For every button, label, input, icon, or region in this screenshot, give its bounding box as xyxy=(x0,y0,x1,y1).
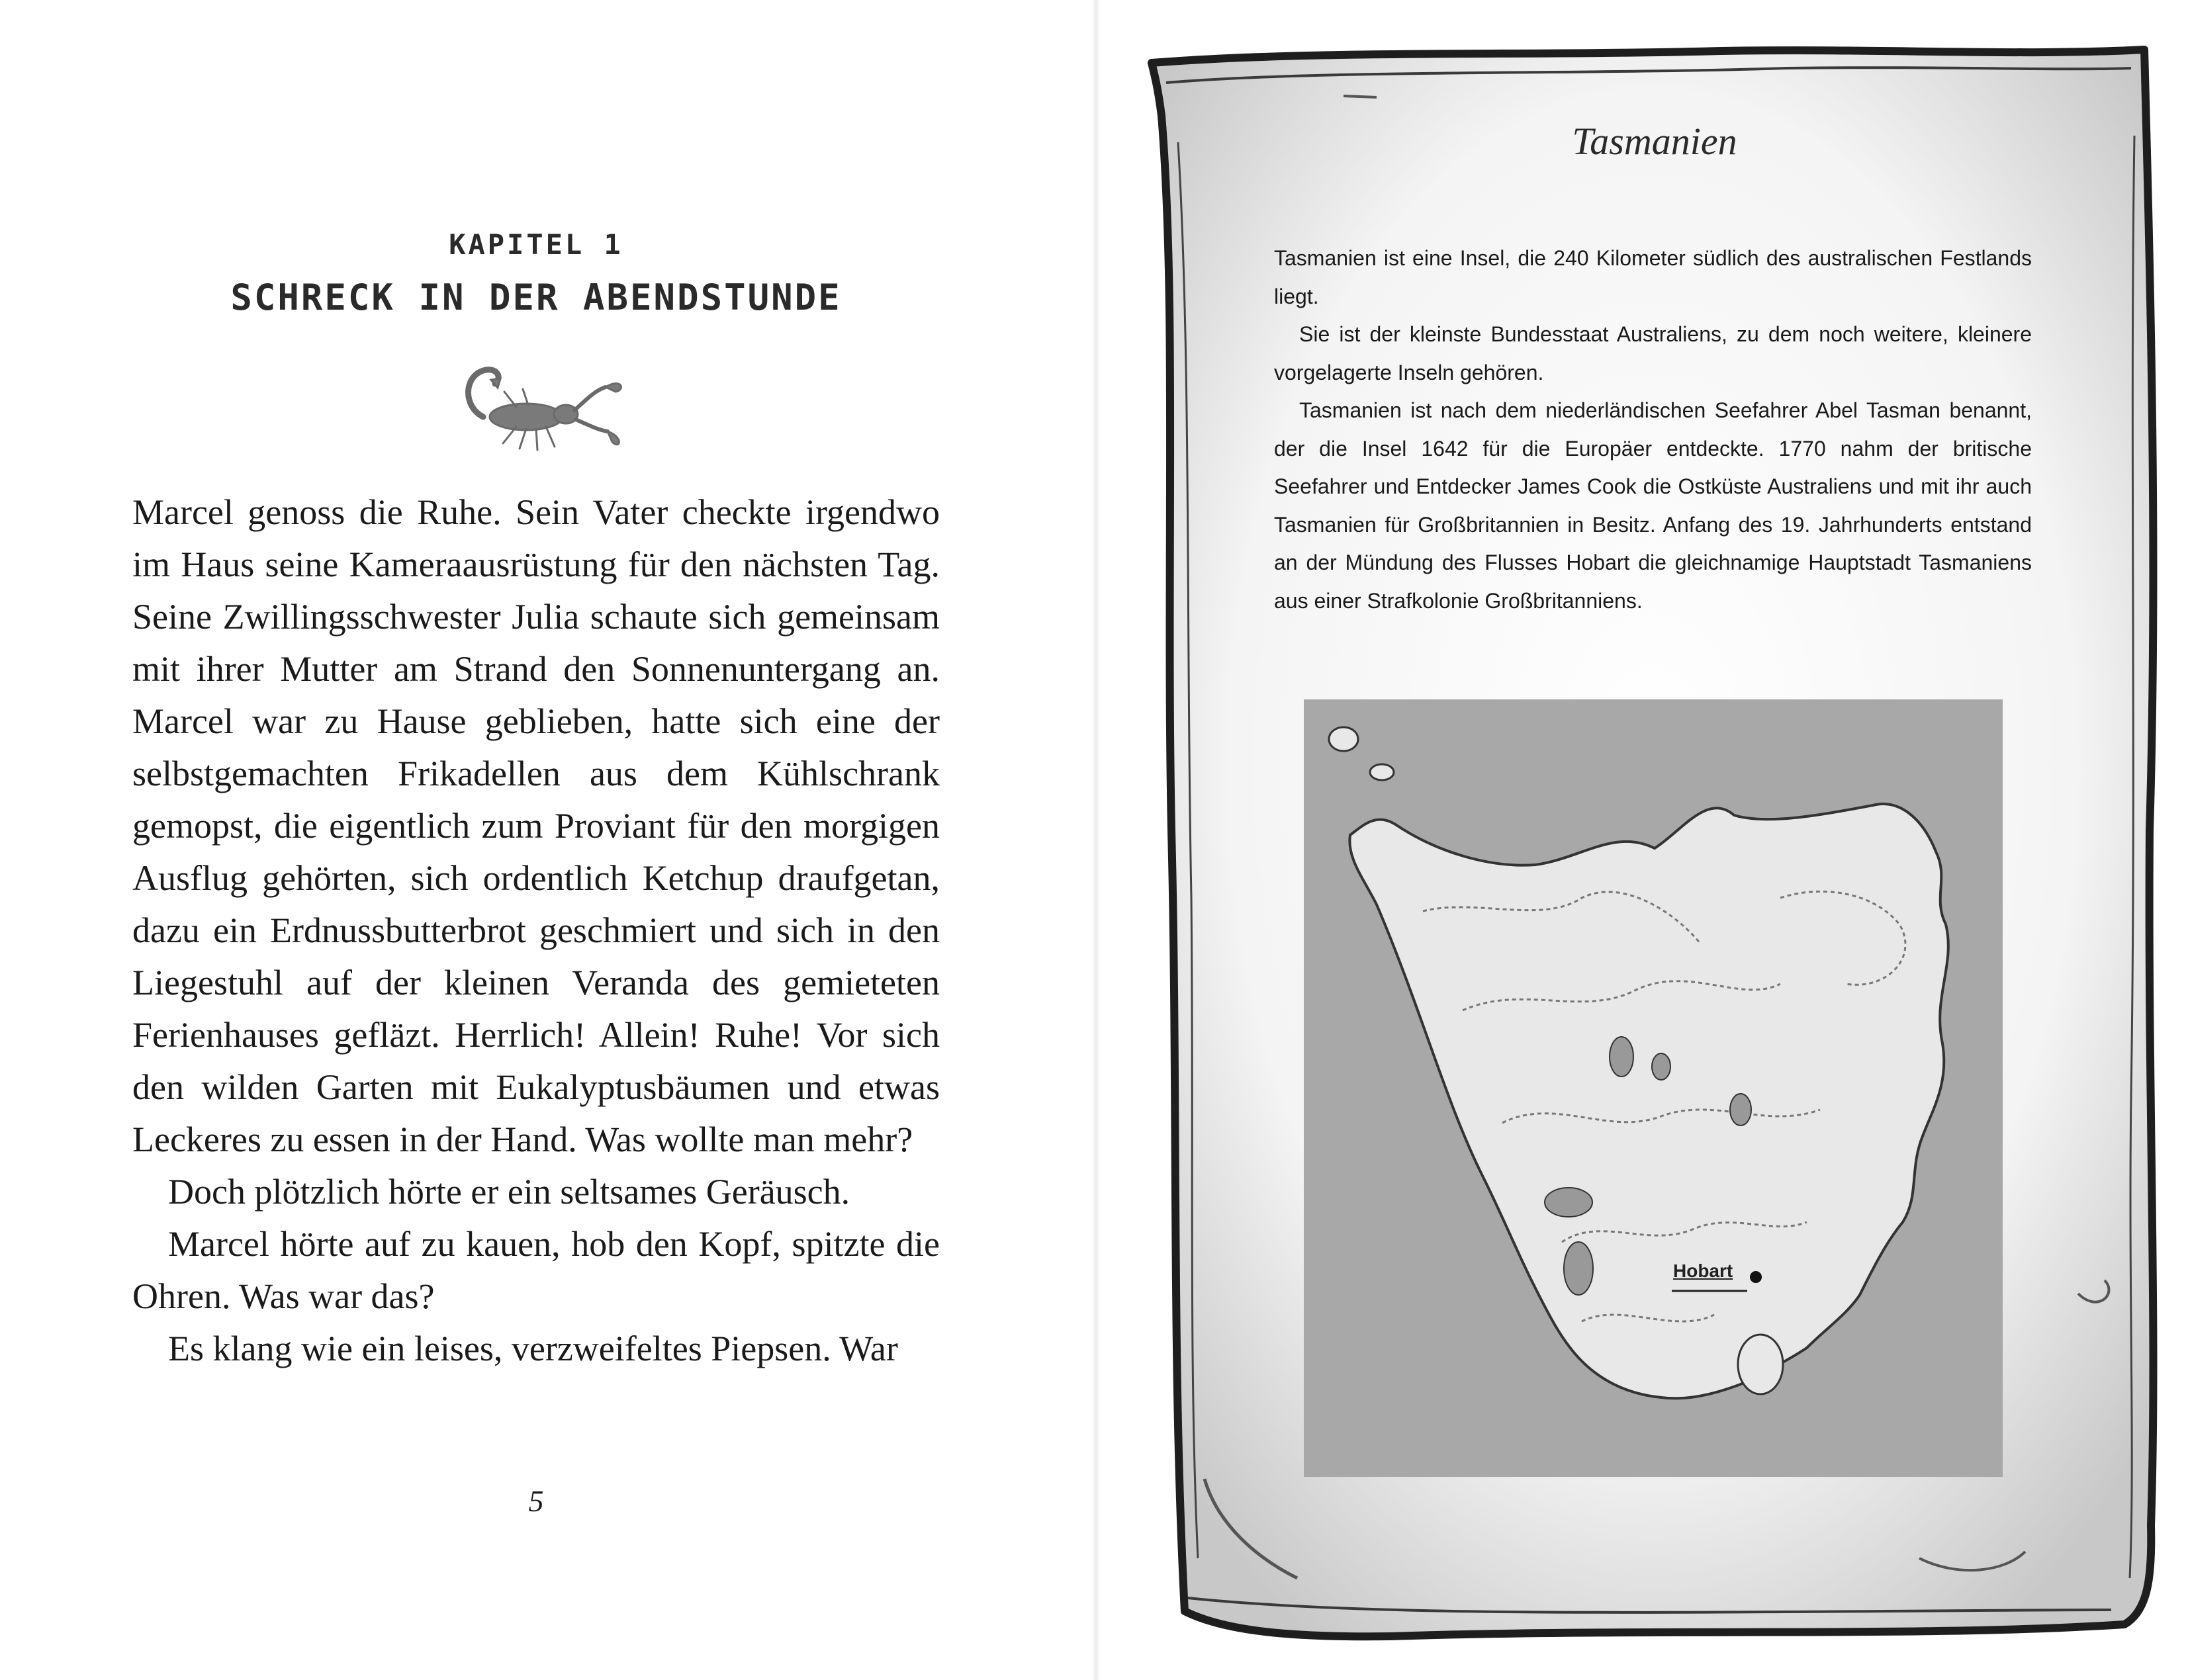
panel-paragraph: Tasmanien ist eine Insel, die 240 Kilometer südlich des australischen Festlands liegt. xyxy=(1274,246,2032,308)
left-page xyxy=(0,0,1092,1680)
island-outline xyxy=(1304,699,2003,1477)
page-gutter xyxy=(1092,0,1100,1680)
map-label-hobart: Hobart xyxy=(1673,1260,1733,1281)
paragraph: Es klang wie ein leises, verzweifeltes Piepsen. War xyxy=(168,1329,898,1368)
scorpion-icon xyxy=(457,351,629,457)
panel-body xyxy=(1274,240,2032,620)
panel-paragraph: Tasmanien ist nach dem niederländischen Seefahrer Abel Tasman benannt, der die Insel 1642 für die Europäer entdeckte. 1770 nahm der britische Seefahrer und Entdecker James Cook die Ostküste Australiens und mit ihr auch Tasmanien für Großbritannien in Besitz. Anfang des 19. Jahrhunderts entstand an der Mündung des Flusses Hobart die gleichnamige Hauptstadt Tasmaniens aus einer Strafkolonie Großbritanniens. xyxy=(1274,398,2032,613)
page-number: 5 xyxy=(528,1484,544,1518)
tasmania-map xyxy=(1304,699,2003,1477)
paragraph: Doch plötzlich hörte er ein seltsames Geräusch. xyxy=(168,1172,850,1212)
panel-title: Tasmanien xyxy=(1572,120,1737,163)
chapter-label: KAPITEL 1 xyxy=(449,228,623,261)
paragraph: Marcel genoss die Ruhe. Sein Vater checkte irgendwo im Haus seine Kameraausrüstung für den nächsten Tag. Seine Zwillingsschwester Julia schaute sich gemeinsam mit ihrer Mutter am Strand den Sonnenuntergang an. Marcel war zu Hause geblieben, hatte sich eine der selbstgemachten Frikadellen aus dem Kühlschrank gemopst, die eigentlich zum Proviant für den morgigen Ausflug gehörten, sich ordentlich Ketchup draufgetan, dazu ein Erdnussbutterbrot geschmiert und sich in den Liegestuhl auf der kleinen Veranda des gemieteten Ferienhauses gefläzt. Herrlich! Allein! Ruhe! Vor sich den wilden Garten mit Eukalyptusbäumen und etwas Leckeres zu essen in der Hand. Was wollte man mehr? xyxy=(132,492,940,1159)
chapter-body xyxy=(132,486,940,1375)
chapter-title: SCHRECK IN DER ABENDSTUNDE xyxy=(230,277,842,318)
panel-paragraph: Sie ist der kleinste Bundesstaat Australiens, zu dem noch weitere, kleinere vorgelagerte Inseln gehören. xyxy=(1274,322,2032,384)
paragraph: Marcel hörte auf zu kauen, hob den Kopf, spitzte die Ohren. Was war das? xyxy=(132,1224,940,1316)
